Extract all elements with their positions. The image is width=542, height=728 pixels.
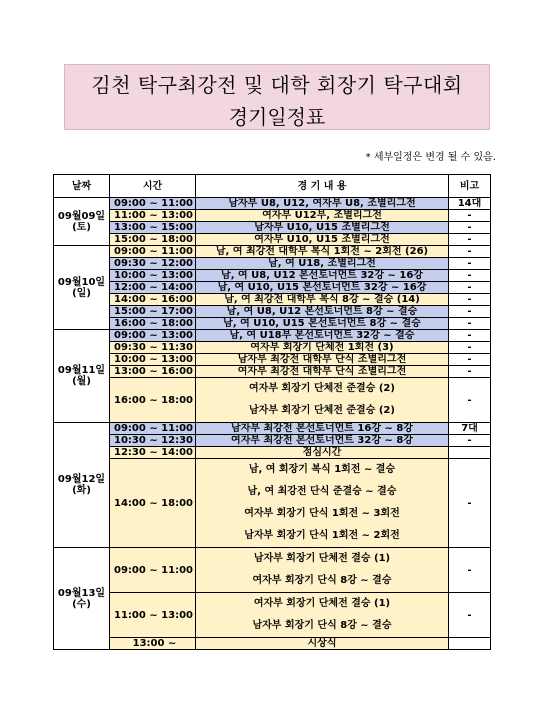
table-row [54,198,491,210]
note-cell: - [449,435,491,447]
weekday-label: (토) [72,221,91,233]
time-cell: 13:00 ~ 15:00 [110,222,196,234]
table-row [54,447,491,459]
date-label: 09월13일 [57,587,106,599]
time-cell: 11:00 ~ 13:00 [110,593,196,638]
date-label: 09월11일 [57,365,106,376]
date-cell [54,330,110,423]
note-cell: - [449,318,491,330]
date-cell [54,423,110,548]
note-cell: 14대 [449,198,491,210]
content-cell: 남, 여 U10, U15 본선토너먼트 32강 ~ 16강 [196,282,449,294]
note-cell: - [449,282,491,294]
table-row [54,282,491,294]
content-cell: 여자부 U12부, 조별리그전 [196,210,449,222]
table-row [54,366,491,378]
weekday-label: (월) [72,376,91,387]
date-cell [54,198,110,246]
schedule-change-note: * 세부일정은 변경 될 수 있음. [365,152,496,163]
content-line: 남자부 회장기 단체전 결승 (1) [253,553,391,564]
table-row [54,210,491,222]
note-cell: - [449,366,491,378]
date-label: 09월09일 [57,210,106,222]
table-row [54,354,491,366]
note-cell: - [449,222,491,234]
time-cell: 09:00 ~ 11:00 [110,198,196,210]
table-row [54,234,491,246]
content-cell [196,548,449,593]
content-line: 남자부 회장기 단식 1회전 ~ 2회전 [244,530,400,541]
table-row [54,258,491,270]
table-row [54,548,491,593]
table-row [54,222,491,234]
note-cell: - [449,246,491,258]
note-cell: - [449,459,491,548]
content-cell: 여자부 U10, U15 조별리그전 [196,234,449,246]
content-cell: 여자부 회장기 단체전 1회전 (3) [196,342,449,354]
note-cell: - [449,270,491,282]
main-title: 김천 탁구최강전 및 대학 회장기 탁구대회 [91,73,463,97]
content-line: 남, 여 최강전 단식 준결승 ~ 결승 [247,486,397,497]
table-row [54,593,491,638]
weekday-label: (화) [72,485,91,496]
time-cell: 11:00 ~ 13:00 [110,210,196,222]
date-cell [54,246,110,330]
table-row [54,342,491,354]
content-cell: 점심시간 [196,447,449,459]
time-cell: 09:00 ~ 11:00 [110,246,196,258]
header-time: 시간 [110,175,196,198]
note-cell: - [449,234,491,246]
time-cell: 09:30 ~ 12:00 [110,258,196,270]
content-cell: 남, 여 최강전 대학부 복식 8강 ~ 결승 (14) [196,294,449,306]
note-cell: - [449,342,491,354]
content-cell: 남자부 최강전 대학부 단식 조별리그전 [196,354,449,366]
time-cell: 16:00 ~ 18:00 [110,318,196,330]
time-cell: 09:00 ~ 11:00 [110,423,196,435]
content-line: 여자부 회장기 단식 1회전 ~ 3회전 [244,508,400,519]
sub-title: 경기일정표 [228,105,326,129]
note-cell: - [449,294,491,306]
content-cell: 남, 여 U18, 조별리그전 [196,258,449,270]
content-cell: 남, 여 U10, U15 본선토너먼트 8강 ~ 결승 [196,318,449,330]
date-cell [54,548,110,650]
time-cell: 09:00 ~ 11:00 [110,548,196,593]
table-row [54,306,491,318]
content-cell [196,459,449,548]
time-cell: 16:00 ~ 18:00 [110,378,196,423]
table-row [54,378,491,423]
note-cell: - [449,330,491,342]
time-cell: 15:00 ~ 18:00 [110,234,196,246]
content-cell: 남자부 U10, U15 조별리그전 [196,222,449,234]
table-row [54,318,491,330]
note-cell: - [449,378,491,423]
content-cell: 여자부 최강전 대학부 단식 조별리그전 [196,366,449,378]
header-note: 비고 [449,175,491,198]
time-cell: 14:00 ~ 16:00 [110,294,196,306]
time-cell: 13:00 ~ 16:00 [110,366,196,378]
content-cell: 남자부 U8, U12, 여자부 U8, 조별리그전 [196,198,449,210]
table-row [54,459,491,548]
time-cell: 10:00 ~ 13:00 [110,270,196,282]
content-line: 여자부 회장기 단체전 준결승 (2) [249,383,395,394]
table-row [54,294,491,306]
content-line: 남, 여 회장기 복식 1회전 ~ 결승 [248,464,396,475]
content-line: 남자부 회장기 단식 8강 ~ 결승 [252,620,392,631]
time-cell: 09:30 ~ 11:30 [110,342,196,354]
note-cell: - [449,548,491,593]
date-label: 09월10일 [57,276,106,288]
note-cell: - [449,210,491,222]
table-row [54,638,491,650]
content-cell: 시상식 [196,638,449,650]
note-cell: - [449,593,491,638]
time-cell: 13:00 ~ [110,638,196,650]
header-date: 날짜 [54,175,110,198]
time-cell: 09:00 ~ 13:00 [110,330,196,342]
content-cell: 남, 여 U8, U12 본선토너먼트 8강 ~ 결승 [196,306,449,318]
content-line: 남자부 회장기 단체전 준결승 (2) [249,405,395,416]
time-cell: 10:30 ~ 12:30 [110,435,196,447]
table-row [54,246,491,258]
note-cell [449,638,491,650]
table-row [54,270,491,282]
note-cell [449,447,491,459]
time-cell: 14:00 ~ 18:00 [110,459,196,548]
content-line: 여자부 회장기 단체전 결승 (1) [253,598,391,609]
date-label: 09월12일 [57,474,106,485]
content-cell: 남자부 최강전 본선토너먼트 16강 ~ 8강 [196,423,449,435]
table-row [54,435,491,447]
title-banner [64,64,490,130]
schedule-table [53,174,491,650]
header-content: 경 기 내 용 [196,175,449,198]
time-cell: 15:00 ~ 17:00 [110,306,196,318]
note-cell: - [449,306,491,318]
weekday-label: (수) [72,598,91,610]
table-row [54,423,491,435]
content-line: 여자부 회장기 단식 8강 ~ 결승 [252,575,392,586]
content-cell: 여자부 최강전 본선토너먼트 32강 ~ 8강 [196,435,449,447]
note-cell: - [449,258,491,270]
time-cell: 12:30 ~ 14:00 [110,447,196,459]
note-cell: 7대 [449,423,491,435]
content-cell: 남, 여 U8, U12 본선토너먼트 32강 ~ 16강 [196,270,449,282]
time-cell: 12:00 ~ 14:00 [110,282,196,294]
content-cell [196,378,449,423]
time-cell: 10:00 ~ 13:00 [110,354,196,366]
content-cell: 남, 여 U18부 본선토너먼트 32강 ~ 결승 [196,330,449,342]
note-cell: - [449,354,491,366]
table-row [54,330,491,342]
content-cell: 남, 여 최강전 대학부 복식 1회전 ~ 2회전 (26) [196,246,449,258]
weekday-label: (일) [72,287,91,299]
content-cell [196,593,449,638]
